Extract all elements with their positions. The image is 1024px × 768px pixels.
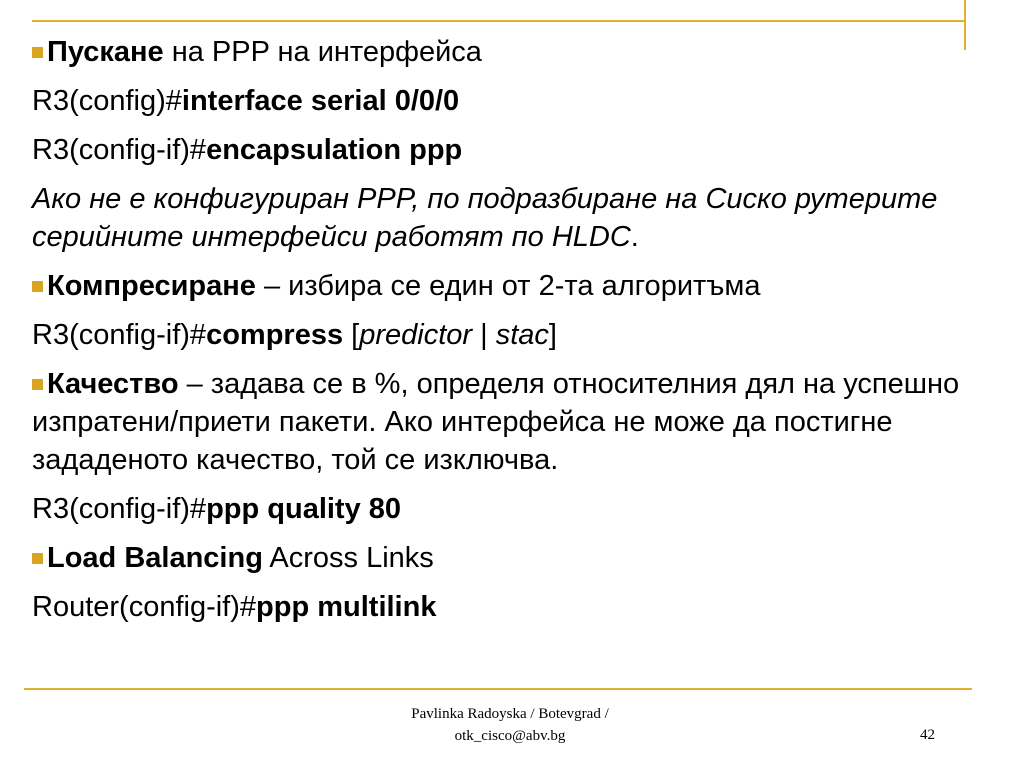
note-default-hdlc (32, 180, 1017, 256)
command-encapsulation (32, 131, 1017, 169)
note-text: Ако не е конфигуриран PPP, по подразбиране на Сиско рутерите серийните интерфейси работят по HLDC (32, 183, 938, 253)
command-keyword: compress (206, 319, 344, 351)
square-bullet-icon (32, 553, 43, 564)
command-compress (32, 316, 1017, 354)
square-bullet-icon (32, 47, 43, 58)
command-prompt: R3(config)# (32, 85, 182, 117)
note-period: . (630, 221, 639, 253)
command-quality (32, 490, 1017, 528)
command-prompt: R3(config-if)# (32, 134, 207, 166)
command-prompt: Router(config-if)# (32, 591, 257, 623)
command-keyword: ppp multilink (256, 591, 437, 623)
bullet-text: на PPP на интерфейса (163, 36, 482, 68)
bullet-bold-term: Качество (47, 368, 179, 400)
square-bullet-icon (32, 379, 43, 390)
bullet-quality (32, 365, 1017, 479)
command-keyword: ppp quality 80 (206, 493, 402, 525)
command-prompt: R3(config-if)# (32, 493, 207, 525)
bullet-bold-term: Load Balancing (47, 542, 263, 574)
bullet-bold-term: Пускане (47, 36, 164, 68)
command-interface (32, 82, 1017, 120)
top-divider (32, 20, 964, 22)
bullet-text: – задава се в %, определя относителния дял на успешно изпратени/приети пакети. Ако интерфейса не може да постигне зададеното качество, той се изключва. (32, 368, 960, 476)
bullet-load-balancing (32, 539, 1017, 577)
bullet-enable-ppp (32, 33, 1017, 71)
slide-body (32, 33, 1017, 637)
command-keyword: encapsulation ppp (206, 134, 463, 166)
option-separator: | (472, 319, 496, 351)
bullet-bold-term: Компресиране (47, 270, 256, 302)
square-bullet-icon (32, 281, 43, 292)
command-prompt: R3(config-if)# (32, 319, 207, 351)
bullet-text: Across Links (262, 542, 434, 574)
bracket-close: ] (548, 319, 557, 351)
command-multilink (32, 588, 1017, 626)
option-predictor: predictor (359, 319, 473, 351)
command-keyword: interface serial 0/0/0 (181, 85, 460, 117)
bullet-compression (32, 267, 1017, 305)
footer-credit (350, 703, 670, 747)
option-stac: stac (495, 319, 549, 351)
bracket-open: [ (343, 319, 360, 351)
footer-author: Pavlinka Radoyska / Botevgrad / (411, 706, 609, 722)
page-number: 42 (920, 727, 935, 743)
bullet-text: – избира се един от 2-та алгоритъма (255, 270, 761, 302)
footer-email: otk_cisco@abv.bg (454, 728, 566, 744)
bottom-divider (24, 688, 972, 690)
